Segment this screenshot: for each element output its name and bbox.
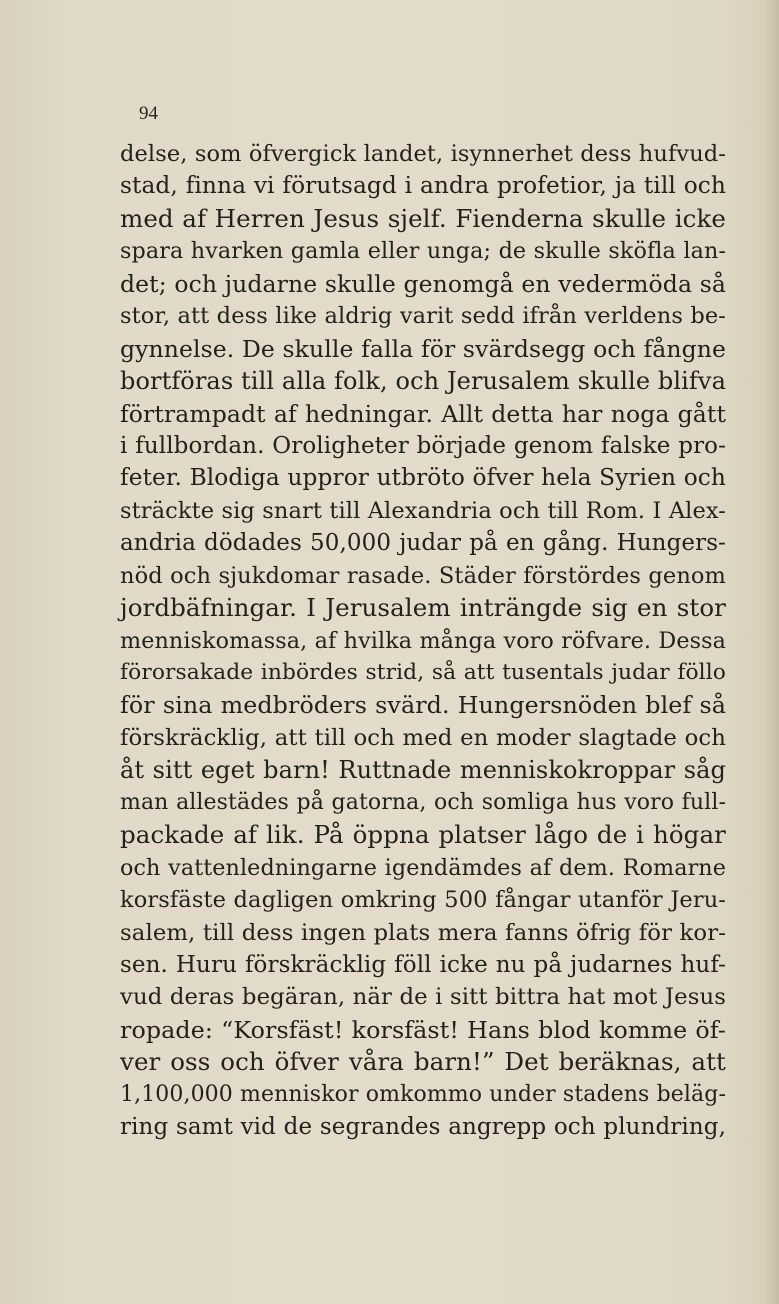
text-line: packade af lik. På öppna platser lågo de i högar	[120, 820, 726, 850]
text-line: vud deras begäran, när de i sitt bittra hat mot Jesus	[120, 984, 726, 1011]
text-line: stor, att dess like aldrig varit sedd ifrån verldens be-	[120, 303, 726, 330]
text-line: spara hvarken gamla eller unga; de skulle sköfla lan-	[120, 238, 726, 265]
text-line: förorsakade inbördes strid, så att tusentals judar föllo	[120, 660, 726, 685]
text-line: för sina medbröders svärd. Hungersnöden blef så	[120, 691, 726, 720]
text-line: ver oss och öfver våra barn!” Det beräknas, att	[120, 1047, 726, 1077]
text-line: salem, till dess ingen plats mera fanns öfrig för kor-	[120, 919, 726, 946]
text-line: korsfäste dagligen omkring 500 fångar utanför Jeru-	[120, 887, 726, 914]
text-line: ring samt vid de segrandes angrepp och plundring,	[120, 1114, 726, 1141]
page-number: 94	[139, 103, 158, 124]
text-line: förskräcklig, att till och med en moder slagtade och	[120, 724, 726, 751]
text-line: jordbäfningar. I Jerusalem inträngde sig en stor	[120, 593, 726, 623]
text-line: andria dödades 50,000 judar på en gång. Hungers-	[120, 530, 726, 557]
text-line: gynnelse. De skulle falla för svärdsegg och fångne	[120, 334, 726, 363]
text-line: man allestädes på gatorna, och somliga hus voro full-	[120, 789, 726, 815]
text-line: delse, som öfvergick landet, isynnerhet dess hufvud-	[120, 141, 726, 167]
text-line: feter. Blodiga uppror utbröto öfver hela Syrien och	[120, 464, 726, 492]
text-line: förtrampadt af hedningar. Allt detta har noga gått	[120, 399, 726, 428]
text-line: åt sitt eget barn! Ruttnade menniskokroppar såg	[120, 756, 726, 785]
text-line: menniskomassa, af hvilka många voro röfvare. Dessa	[120, 627, 726, 654]
page-edge-shadow	[765, 0, 779, 1304]
body-text	[120, 138, 726, 1144]
text-line: det; och judarne skulle genomgå en vedermöda så	[120, 269, 726, 298]
text-line: nöd och sjukdomar rasade. Städer förstördes genom	[120, 562, 726, 589]
text-line: ropade: “Korsfäst! korsfäst! Hans blod komme öf-	[120, 1015, 726, 1044]
text-line: i fullbordan. Oroligheter började genom falske pro-	[120, 432, 726, 459]
text-line: och vattenledningarne igendämdes af dem. Romarne	[120, 854, 726, 881]
text-line: sen. Huru förskräcklig föll icke nu på judarnes huf-	[120, 951, 726, 978]
text-line: sträckte sig snart till Alexandria och till Rom. I Alex-	[120, 497, 726, 524]
text-line: 1,100,000 menniskor omkommo under stadens beläg-	[120, 1081, 726, 1107]
text-line: stad, finna vi förutsagd i andra profetior, ja till och	[120, 172, 726, 200]
text-line: med af Herren Jesus sjelf. Fienderna skulle icke	[120, 203, 726, 233]
text-line: bortföras till alla folk, och Jerusalem skulle blifva	[120, 367, 726, 396]
